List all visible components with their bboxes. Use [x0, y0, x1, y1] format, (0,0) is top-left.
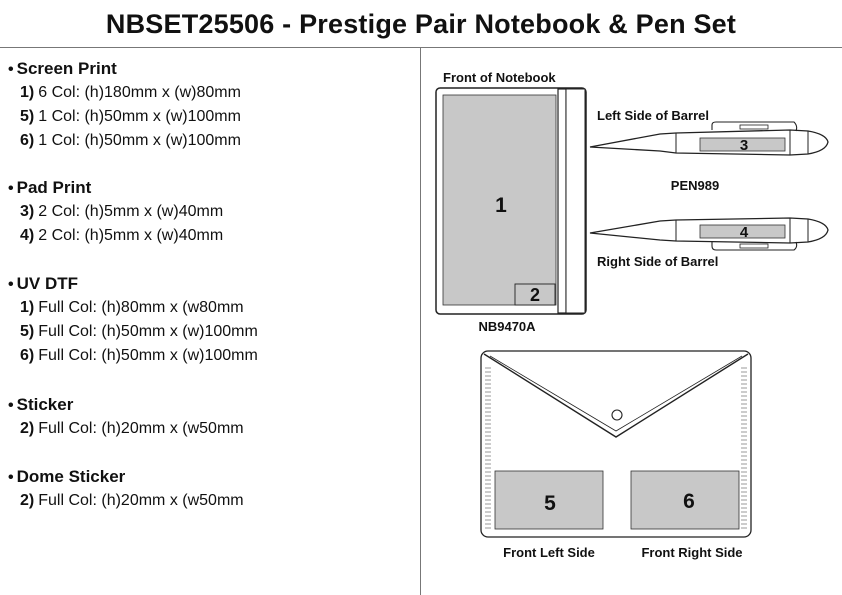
section-heading-text: UV DTF [16, 274, 78, 293]
section-heading-text: Pad Print [16, 178, 92, 197]
bullet-icon: • [8, 180, 14, 197]
section-dome-sticker [8, 466, 244, 513]
pen-right-label: Right Side of Barrel [597, 254, 719, 269]
section-heading-text: Dome Sticker [16, 467, 126, 486]
spec-line [8, 129, 241, 153]
section-heading [8, 177, 223, 200]
notebook-spine [566, 89, 585, 313]
product-diagram [421, 48, 842, 595]
notebook-label: Front of Notebook [443, 70, 556, 85]
section-uv-dtf [8, 273, 258, 368]
spec-text: Full Col: (h)50mm x (w)100mm [38, 323, 258, 340]
area-number-1: 1 [495, 194, 507, 217]
spec-number: 5) [20, 323, 35, 340]
pouch-side-ribs [741, 368, 747, 528]
spec-line [8, 200, 223, 224]
pouch-button [612, 410, 622, 420]
spec-number: 2) [20, 420, 35, 437]
section-heading-text: Sticker [16, 395, 74, 414]
spec-text: 1 Col: (h)50mm x (w)100mm [38, 108, 241, 125]
clip-slot [740, 244, 768, 248]
area-number-5: 5 [544, 492, 556, 515]
page-title: NBSET25506 - Prestige Pair Notebook & Pen Set [105, 9, 737, 39]
pouch-left-label: Front Left Side [503, 545, 595, 560]
clip-slot [740, 125, 768, 129]
area-number-3: 3 [739, 137, 749, 154]
spec-number: 3) [20, 203, 35, 220]
spec-number: 2) [20, 492, 35, 509]
spec-line [8, 81, 241, 105]
spec-number: 6) [20, 347, 35, 364]
area-number-2: 2 [529, 285, 541, 305]
spec-text: 1 Col: (h)50mm x (w)100mm [38, 132, 241, 149]
spec-line [8, 296, 258, 320]
spec-line [8, 105, 241, 129]
spec-text: Full Col: (h)20mm x (w50mm [38, 420, 244, 437]
spec-text: 2 Col: (h)5mm x (w)40mm [38, 227, 224, 244]
section-heading-text: Screen Print [16, 59, 117, 78]
spec-text: Full Col: (h)80mm x (w80mm [38, 299, 244, 316]
section-screen-print [8, 58, 241, 153]
pen-left-drawing [590, 108, 828, 193]
pouch-drawing [481, 351, 751, 560]
pen-left-label: Left Side of Barrel [597, 108, 709, 123]
spec-text: 2 Col: (h)5mm x (w)40mm [38, 203, 224, 220]
spec-line [8, 489, 244, 513]
spec-number: 1) [20, 299, 35, 316]
section-heading [8, 273, 258, 296]
pouch-right-label: Front Right Side [641, 545, 743, 560]
section-pad-print [8, 177, 223, 248]
section-heading [8, 466, 244, 489]
bullet-icon: • [8, 397, 14, 414]
area-number-4: 4 [739, 224, 749, 241]
bullet-icon: • [8, 469, 14, 486]
notebook-code: NB9470A [478, 319, 536, 334]
diagram-svg [421, 48, 842, 595]
spec-line [8, 417, 244, 441]
spec-number: 5) [20, 108, 35, 125]
pen-code: PEN989 [670, 178, 720, 193]
section-heading [8, 58, 241, 81]
spec-line [8, 320, 258, 344]
area-number-6: 6 [683, 490, 695, 513]
pen-right-drawing [590, 218, 828, 269]
bullet-icon: • [8, 61, 14, 78]
pouch-side-ribs [485, 368, 491, 528]
section-heading [8, 394, 244, 417]
bullet-icon: • [8, 276, 14, 293]
section-sticker [8, 394, 244, 441]
spec-text: Full Col: (h)50mm x (w)100mm [38, 347, 258, 364]
notebook-drawing [436, 70, 586, 334]
spec-text: Full Col: (h)20mm x (w50mm [38, 492, 244, 509]
spec-number: 4) [20, 227, 35, 244]
spec-line [8, 344, 258, 368]
spec-text: 6 Col: (h)180mm x (w)80mm [38, 84, 241, 101]
elastic-band [558, 89, 566, 313]
spec-number: 1) [20, 84, 35, 101]
spec-line [8, 224, 223, 248]
spec-number: 6) [20, 132, 35, 149]
